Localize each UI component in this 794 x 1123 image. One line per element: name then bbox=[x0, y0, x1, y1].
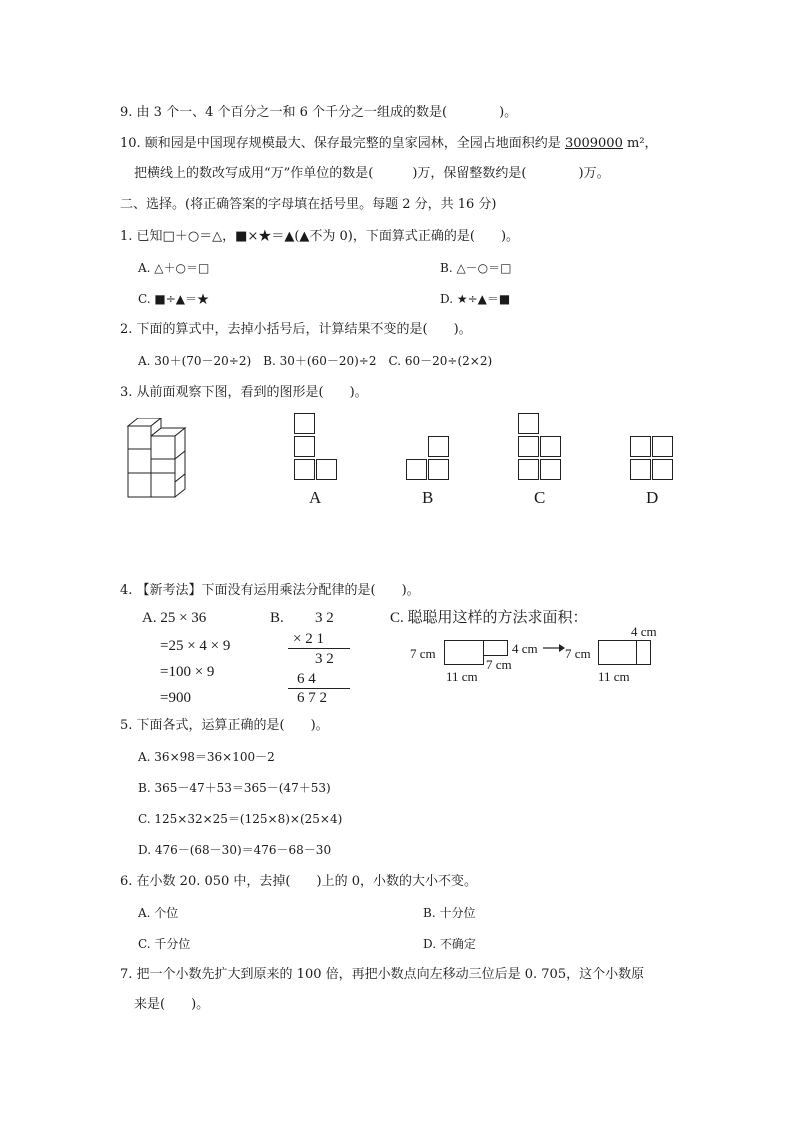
c-side-label: 4 cm bbox=[512, 641, 538, 656]
question-2-options: A. 30＋(70－20÷2) B. 30＋(60－20)÷2 C. 60－20÷(2×2) bbox=[138, 354, 493, 368]
cube-stack-figure bbox=[125, 418, 195, 500]
question-4-b-head: B. bbox=[270, 610, 284, 626]
question-5-option-c: C. 125×32×25＝(125×8)×(25×4) bbox=[138, 812, 343, 826]
view-a-label: A bbox=[309, 488, 322, 507]
question-6-option-c: C. 千分位 bbox=[138, 937, 191, 951]
c-arrow bbox=[543, 643, 565, 653]
question-6-option-d: D. 不确定 bbox=[423, 937, 476, 951]
c-width-left: 7 cm bbox=[410, 646, 436, 661]
c-rect-main bbox=[444, 640, 484, 665]
question-4-a-step2: =100 × 9 bbox=[160, 664, 215, 680]
question-10-line1 bbox=[120, 135, 658, 153]
question-10-line2: 把横线上的数改写成用“万”作单位的数是( )万，保留整数约是( )万。 bbox=[134, 166, 610, 181]
c-width-right: 7 cm bbox=[565, 646, 591, 661]
c-bottom-label-1: 11 cm bbox=[446, 669, 478, 684]
question-3-stem: 3. 从前面观察下图，看到的图形是( )。 bbox=[120, 385, 368, 400]
question-1-option-d: D. ★÷▲＝■ bbox=[440, 292, 511, 306]
question-4-b-row2: × 2 1 bbox=[293, 631, 324, 647]
question-10-post: m²， bbox=[622, 136, 658, 151]
question-2-stem: 2. 下面的算式中，去掉小括号后，计算结果不变的是( )。 bbox=[120, 322, 472, 337]
c-top-label-2: 4 cm bbox=[631, 624, 657, 639]
question-1-stem: 1. 已知□＋○＝△，■×★＝▲(▲不为 0)，下面算式正确的是( )。 bbox=[120, 229, 520, 244]
question-1-option-c: C. ■÷▲＝★ bbox=[138, 292, 210, 306]
question-4-b-rule1 bbox=[288, 648, 350, 649]
question-7-line1: 7. 把一个小数先扩大到原来的 100 倍，再把小数点向左移动三位后是 0. 705，这个小数原 bbox=[120, 967, 645, 982]
question-4-a-head: A. 25 × 36 bbox=[142, 610, 207, 626]
question-4-b-row3: 3 2 bbox=[315, 651, 334, 667]
question-4-a-step1: =25 × 4 × 9 bbox=[160, 638, 231, 654]
c-bottom-label-2: 11 cm bbox=[598, 669, 630, 684]
question-9: 9. 由 3 个一、4 个百分之一和 6 个千分之一组成的数是( )。 bbox=[120, 105, 518, 120]
question-4-b-row4: 6 4 bbox=[297, 671, 316, 687]
c-rect-side bbox=[484, 640, 508, 656]
question-4-stem: 4. 【新考法】下面没有运用乘法分配律的是( )。 bbox=[120, 583, 420, 598]
question-7-line2: 来是( )。 bbox=[134, 997, 210, 1012]
c-rect-combined bbox=[598, 640, 651, 665]
question-5-stem: 5. 下面各式，运算正确的是( )。 bbox=[120, 718, 329, 733]
question-1-option-b: B. △－○＝□ bbox=[440, 261, 512, 275]
question-4-c-text: C. 聪聪用这样的方法求面积： bbox=[390, 610, 588, 626]
question-6-option-b: B. 十分位 bbox=[423, 906, 476, 920]
question-10-area-number: 3009000 bbox=[564, 136, 623, 151]
question-6-stem: 6. 在小数 20. 050 中，去掉( )上的 0，小数的大小不变。 bbox=[120, 874, 477, 889]
view-b-label: B bbox=[422, 488, 434, 507]
section-2-title: 二、选择。(将正确答案的字母填在括号里。每题 2 分，共 16 分) bbox=[120, 197, 497, 212]
question-4-b-row5: 6 7 2 bbox=[297, 690, 327, 706]
view-d-label: D bbox=[646, 488, 659, 507]
question-5-option-d: D. 476－(68－30)＝476－68－30 bbox=[138, 843, 332, 857]
question-5-option-b: B. 365－47＋53＝365－(47＋53) bbox=[138, 781, 331, 795]
question-1-option-a: A. △＋○＝□ bbox=[138, 261, 210, 275]
c-inner-label: 7 cm bbox=[486, 657, 512, 672]
question-10-pre: 10. 颐和园是中国现存规模最大、保存最完整的皇家园林，全园占地面积约是 bbox=[120, 136, 565, 151]
question-6-option-a: A. 个位 bbox=[138, 906, 179, 920]
question-5-option-a: A. 36×98＝36×100－2 bbox=[138, 750, 275, 764]
question-4-b-row1: 3 2 bbox=[315, 610, 334, 626]
question-4-a-step3: =900 bbox=[160, 690, 191, 706]
view-c-label: C bbox=[534, 488, 546, 507]
c-rect-divider bbox=[636, 640, 637, 665]
